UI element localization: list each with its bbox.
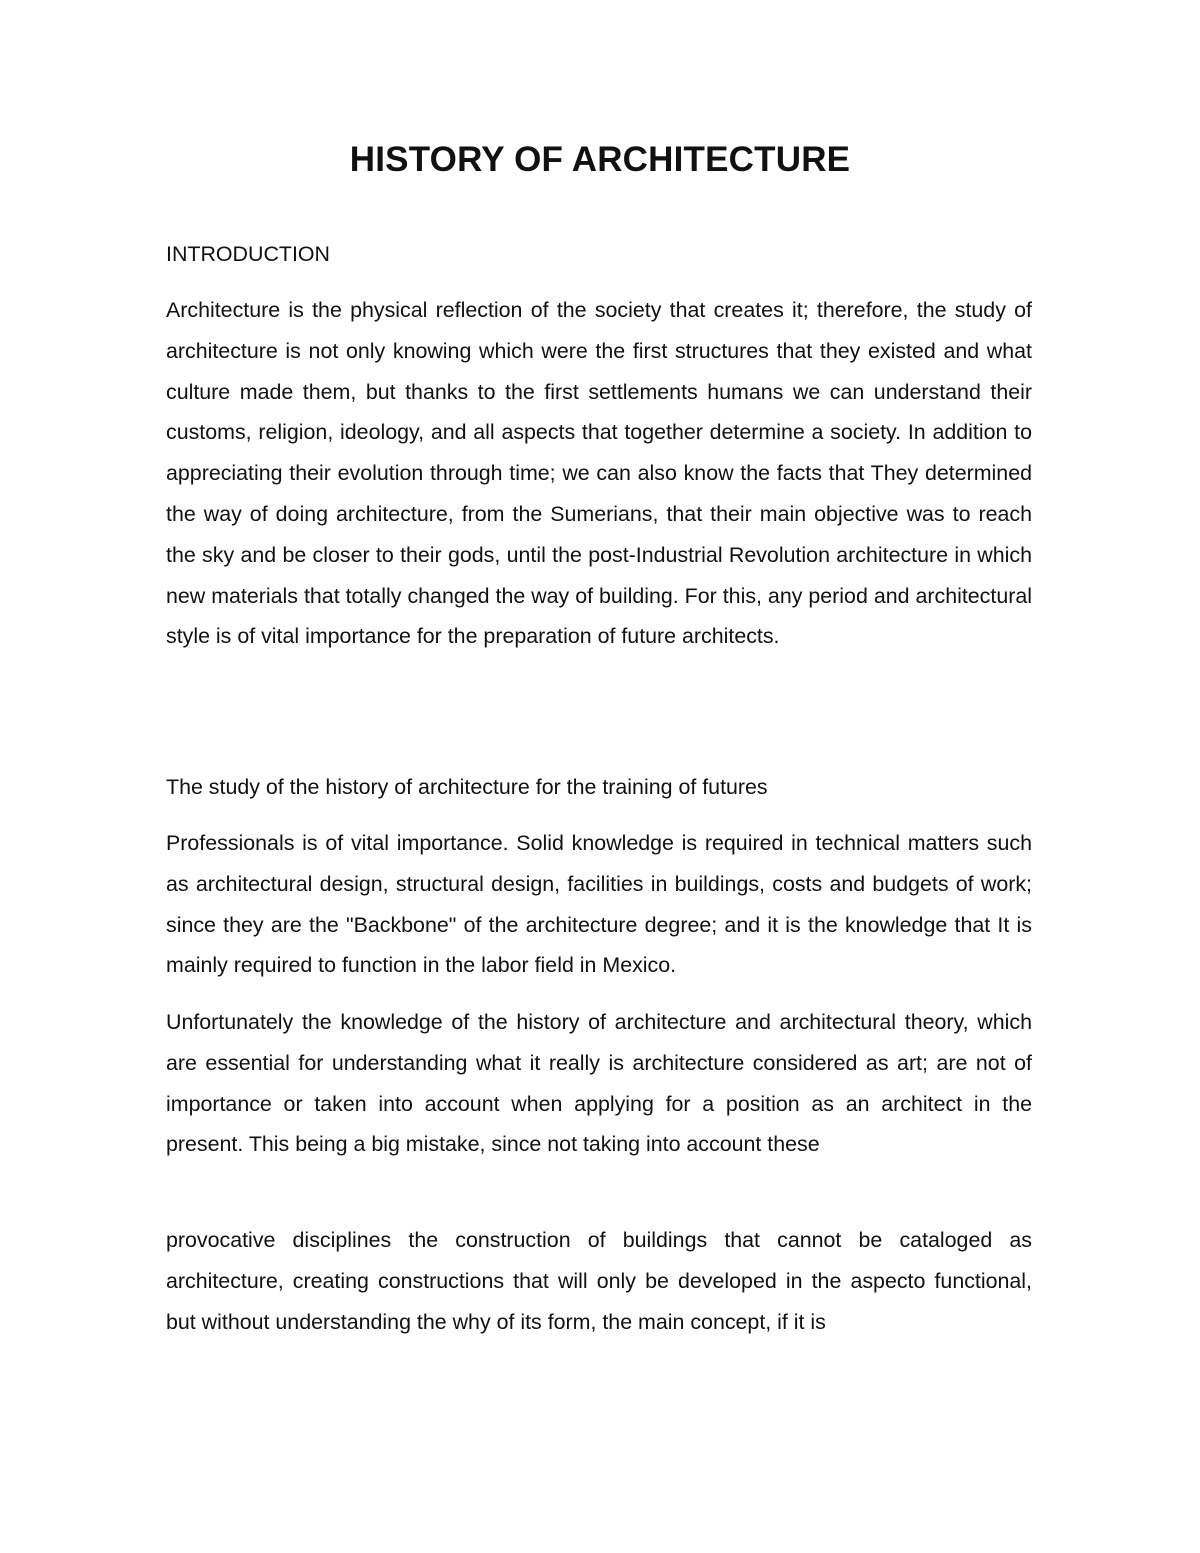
paragraph-professionals: Professionals is of vital importance. Solid knowledge is required in technical matters such as architectural design, structural design, facilities in buildings, costs and budgets of work; since they are the "Backbone" of the architecture degree; and it is the knowledge that It is mainly required to function in the labor field in Mexico. (166, 831, 1032, 978)
paragraph-provocative: provocative disciplines the construction of buildings that cannot be cataloged as architecture, creating constructions that will only be developed in the aspecto functional, but without understanding the why of its form, the main concept, if it is (166, 1228, 1032, 1334)
paragraph-unfortunately: Unfortunately the knowledge of the history of architecture and architectural theory, which are essential for understanding what it really is architecture considered as art; are not of importance or taken into account when applying for a position as an architect in the present. This being a big mistake, since not taking into account these (166, 1010, 1032, 1157)
document-title: HISTORY OF ARCHITECTURE (349, 140, 851, 179)
section-heading-introduction: INTRODUCTION (166, 242, 330, 266)
study-heading: The study of the history of architecture for the training of futures (166, 775, 768, 799)
intro-paragraph: Architecture is the physical reflection of the society that creates it; therefore, the study of architecture is not only knowing which were the first structures that they existed and what culture made them, but thanks to the first settlements humans we can understand their customs, religion, ideology, and all aspects that together determine a society. In addition to appreciating their evolution through time; we can also know the facts that They determined the way of doing architecture, from the Sumerians, that their main objective was to reach the sky and be closer to their gods, until the post-Industrial Revolution architecture in which new materials that totally changed the way of building. For this, any period and architectural style is of vital importance for the preparation of future architects. (166, 298, 1032, 649)
